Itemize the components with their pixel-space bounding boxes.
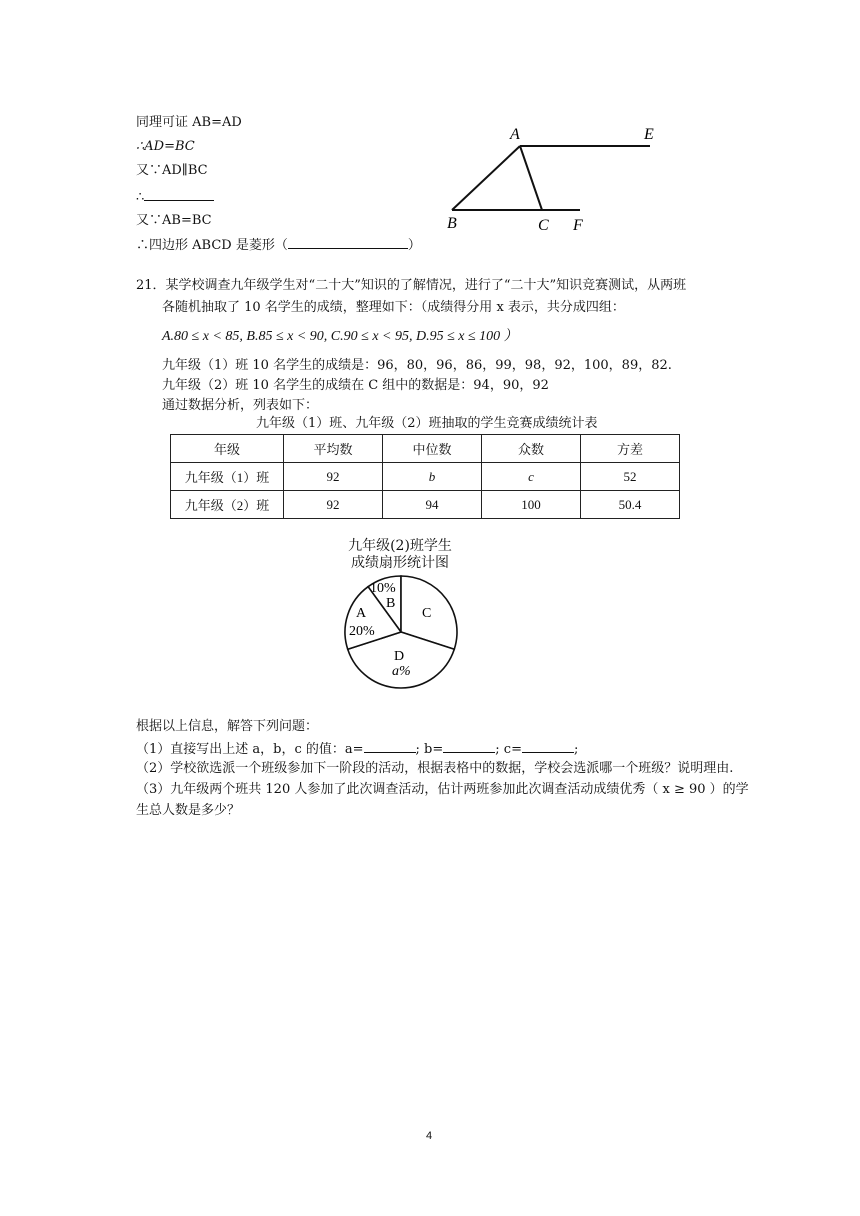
q21-part1 bbox=[136, 739, 578, 759]
table-row bbox=[171, 491, 680, 519]
table-header-row bbox=[171, 435, 680, 463]
q21-groups: A.80 ≤ x < 85, B.85 ≤ x < 90, C.90 ≤ x < 95, D.95 ≤ x ≤ 100 ） bbox=[162, 329, 518, 344]
table-cell: 52 bbox=[581, 463, 680, 491]
part1-end: ; bbox=[573, 742, 579, 757]
part1-c-label: ; c= bbox=[495, 742, 522, 757]
q21-part3-line1: （3）九年级两个班共 120 人参加了此次调查活动，估计两班参加此次调查活动成绩优秀（ x ≥ 90 ）的学 bbox=[136, 782, 749, 797]
q21-analysis-intro: 通过数据分析，列表如下： bbox=[162, 398, 319, 413]
table-cell: b bbox=[383, 463, 482, 491]
proof-line-5: 又∵AB=BC bbox=[136, 213, 212, 228]
pie-title-line2: 成绩扇形统计图 bbox=[351, 555, 449, 571]
table-header: 平均数 bbox=[284, 435, 383, 463]
answer-blank bbox=[144, 187, 214, 201]
pie-label-d: D bbox=[394, 649, 405, 664]
pie-title-line1: 九年级(2)班学生 bbox=[348, 538, 452, 554]
pie-label-a-pct: 20% bbox=[349, 624, 375, 639]
proof-line-2: ∴AD=BC bbox=[136, 139, 195, 154]
table-cell: 九年级（2）班 bbox=[171, 491, 284, 519]
q21-prompt: 根据以上信息，解答下列问题： bbox=[136, 719, 319, 734]
line-ac bbox=[520, 146, 542, 210]
q21-part2: （2）学校欲选派一个班级参加下一阶段的活动，根据表格中的数据，学校会选派哪一个班级？说明理由. bbox=[136, 761, 734, 776]
stats-table bbox=[170, 434, 680, 519]
q21-intro-line2: 各随机抽取了 10 名学生的成绩，整理如下：（成绩得分用 x 表示，共分成四组： bbox=[162, 300, 625, 315]
therefore-symbol: ∴ bbox=[136, 190, 145, 205]
proof-line-6 bbox=[136, 235, 421, 255]
label-e: E bbox=[644, 126, 654, 143]
label-c: C bbox=[538, 217, 549, 234]
answer-blank bbox=[288, 235, 408, 249]
answer-blank-a bbox=[364, 739, 416, 753]
table-cell: c bbox=[482, 463, 581, 491]
table-cell: 92 bbox=[284, 491, 383, 519]
proof-conclusion: ∴四边形 ABCD 是菱形（ bbox=[136, 238, 288, 253]
label-f: F bbox=[573, 217, 583, 234]
part1-b-label: ; b= bbox=[415, 742, 444, 757]
table-cell: 94 bbox=[383, 491, 482, 519]
table-header: 年级 bbox=[171, 435, 284, 463]
table-title: 九年级（1）班、九年级（2）班抽取的学生竞赛成绩统计表 bbox=[256, 416, 598, 431]
table-header: 方差 bbox=[581, 435, 680, 463]
table-cell: 92 bbox=[284, 463, 383, 491]
pie-chart bbox=[340, 574, 464, 696]
label-a: A bbox=[510, 126, 520, 143]
table-row bbox=[171, 463, 680, 491]
page-number: 4 bbox=[426, 1130, 433, 1142]
pie-label-d-pct: a% bbox=[392, 664, 411, 679]
proof-line-1: 同理可证 AB=AD bbox=[136, 115, 242, 130]
answer-blank-b bbox=[443, 739, 495, 753]
q21-class1-scores: 九年级（1）班 10 名学生的成绩是：96，80，96，86，99，98，92，100，89，82. bbox=[162, 358, 672, 373]
q21-part3-line2: 生总人数是多少？ bbox=[136, 803, 241, 818]
geometry-figure bbox=[440, 118, 670, 238]
line-ab bbox=[452, 146, 520, 210]
proof-line-3: 又∵AD∥BC bbox=[136, 163, 208, 178]
q21-class2-c-group: 九年级（2）班 10 名学生的成绩在 C 组中的数据是：94，90，92 bbox=[162, 378, 549, 393]
close-paren: ） bbox=[407, 238, 421, 253]
pie-label-b: B bbox=[386, 596, 396, 611]
q21-intro-line1: 21．某学校调查九年级学生对“二十大”知识的了解情况，进行了“二十大”知识竞赛测试，从两班 bbox=[136, 278, 687, 293]
pie-title bbox=[330, 538, 470, 572]
label-b: B bbox=[447, 215, 457, 232]
table-cell: 100 bbox=[482, 491, 581, 519]
answer-blank-c bbox=[522, 739, 574, 753]
table-cell: 九年级（1）班 bbox=[171, 463, 284, 491]
table-header: 中位数 bbox=[383, 435, 482, 463]
proof-line-4 bbox=[136, 187, 214, 207]
table-cell: 50.4 bbox=[581, 491, 680, 519]
pie-label-b-pct: 10% bbox=[370, 581, 396, 596]
pie-label-c: C bbox=[422, 606, 432, 621]
pie-label-a: A bbox=[356, 606, 367, 621]
part1-a-label: （1）直接写出上述 a，b，c 的值：a= bbox=[136, 742, 364, 757]
table-header: 众数 bbox=[482, 435, 581, 463]
